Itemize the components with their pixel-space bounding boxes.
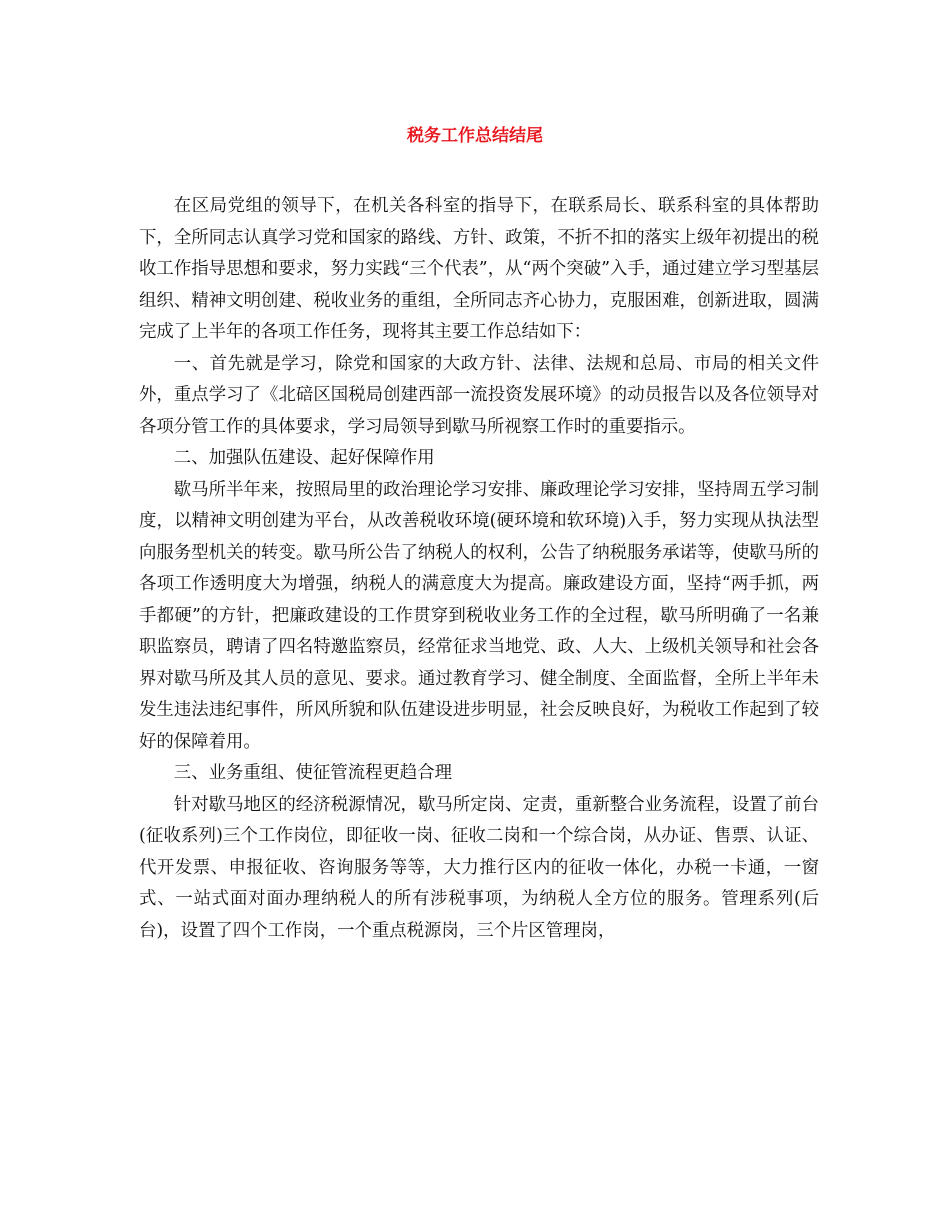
paragraph-section-1: 一、首先就是学习，除党和国家的大政方针、法律、法规和总局、市局的相关文件外，重点学习了《北碚区国税局创建西部一流投资发展环境》的动员报告以及各位领导对各项分管工作的具体要求，学习局领导到歇马所视察工作时的重要指示。 (139, 353, 819, 437)
heading-section-2: 二、加强队伍建设、起好保障作用 (173, 448, 435, 468)
document-title: 税务工作总结结尾 (407, 126, 543, 146)
paragraph-section-3: 针对歇马地区的经济税源情况，歇马所定岗、定责，重新整合业务流程，设置了前台(征收系列)三个工作岗位，即征收一岗、征收二岗和一个综合岗，从办证、售票、认证、代开发票、申报征收、咨询服务等等，大力推行区内的征收一体化，办税一卡通，一窗式、一站式面对面办理纳税人的所有涉税事项，为纳税人全方位的服务。管理系列(后台)，设置了四个工作岗，一个重点税源岗，三个片区管理岗， (139, 794, 819, 941)
paragraph-intro: 在区局党组的领导下，在机关各科室的指导下，在联系局长、联系科室的具体帮助下，全所同志认真学习党和国家的路线、方针、政策，不折不扣的落实上级年初提出的税收工作指导思想和要求，努力实践“三个代表”，从“两个突破”入手，通过建立学习型基层组织、精神文明创建、税收业务的重组，全所同志齐心协力，克服困难，创新进取，圆满完成了上半年的各项工作任务，现将其主要工作总结如下： (139, 196, 819, 342)
paragraph-section-2: 歇马所半年来，按照局里的政治理论学习安排、廉政理论学习安排，坚持周五学习制度，以精神文明创建为平台，从改善税收环境(硬环境和软环境)入手，努力实现从执法型向服务型机关的转变。歇马所公告了纳税人的权利，公告了纳税服务承诺等，使歇马所的各项工作透明度大为增强，纳税人的满意度大为提高。廉政建设方面，坚持“两手抓，两手都硬”的方针，把廉政建设的工作贯穿到税收业务工作的全过程，歇马所明确了一名兼职监察员，聘请了四名特邀监察员，经常征求当地党、政、人大、上级机关领导和社会各界对歇马所及其人员的意见、要求。通过教育学习、健全制度、全面监督，全所上半年未发生违法违纪事件，所风所貌和队伍建设进步明显，社会反映良好，为税收工作起到了较好的保障着用。 (139, 479, 819, 752)
document-body (139, 191, 819, 947)
heading-section-3: 三、业务重组、使征管流程更趋合理 (173, 763, 453, 783)
